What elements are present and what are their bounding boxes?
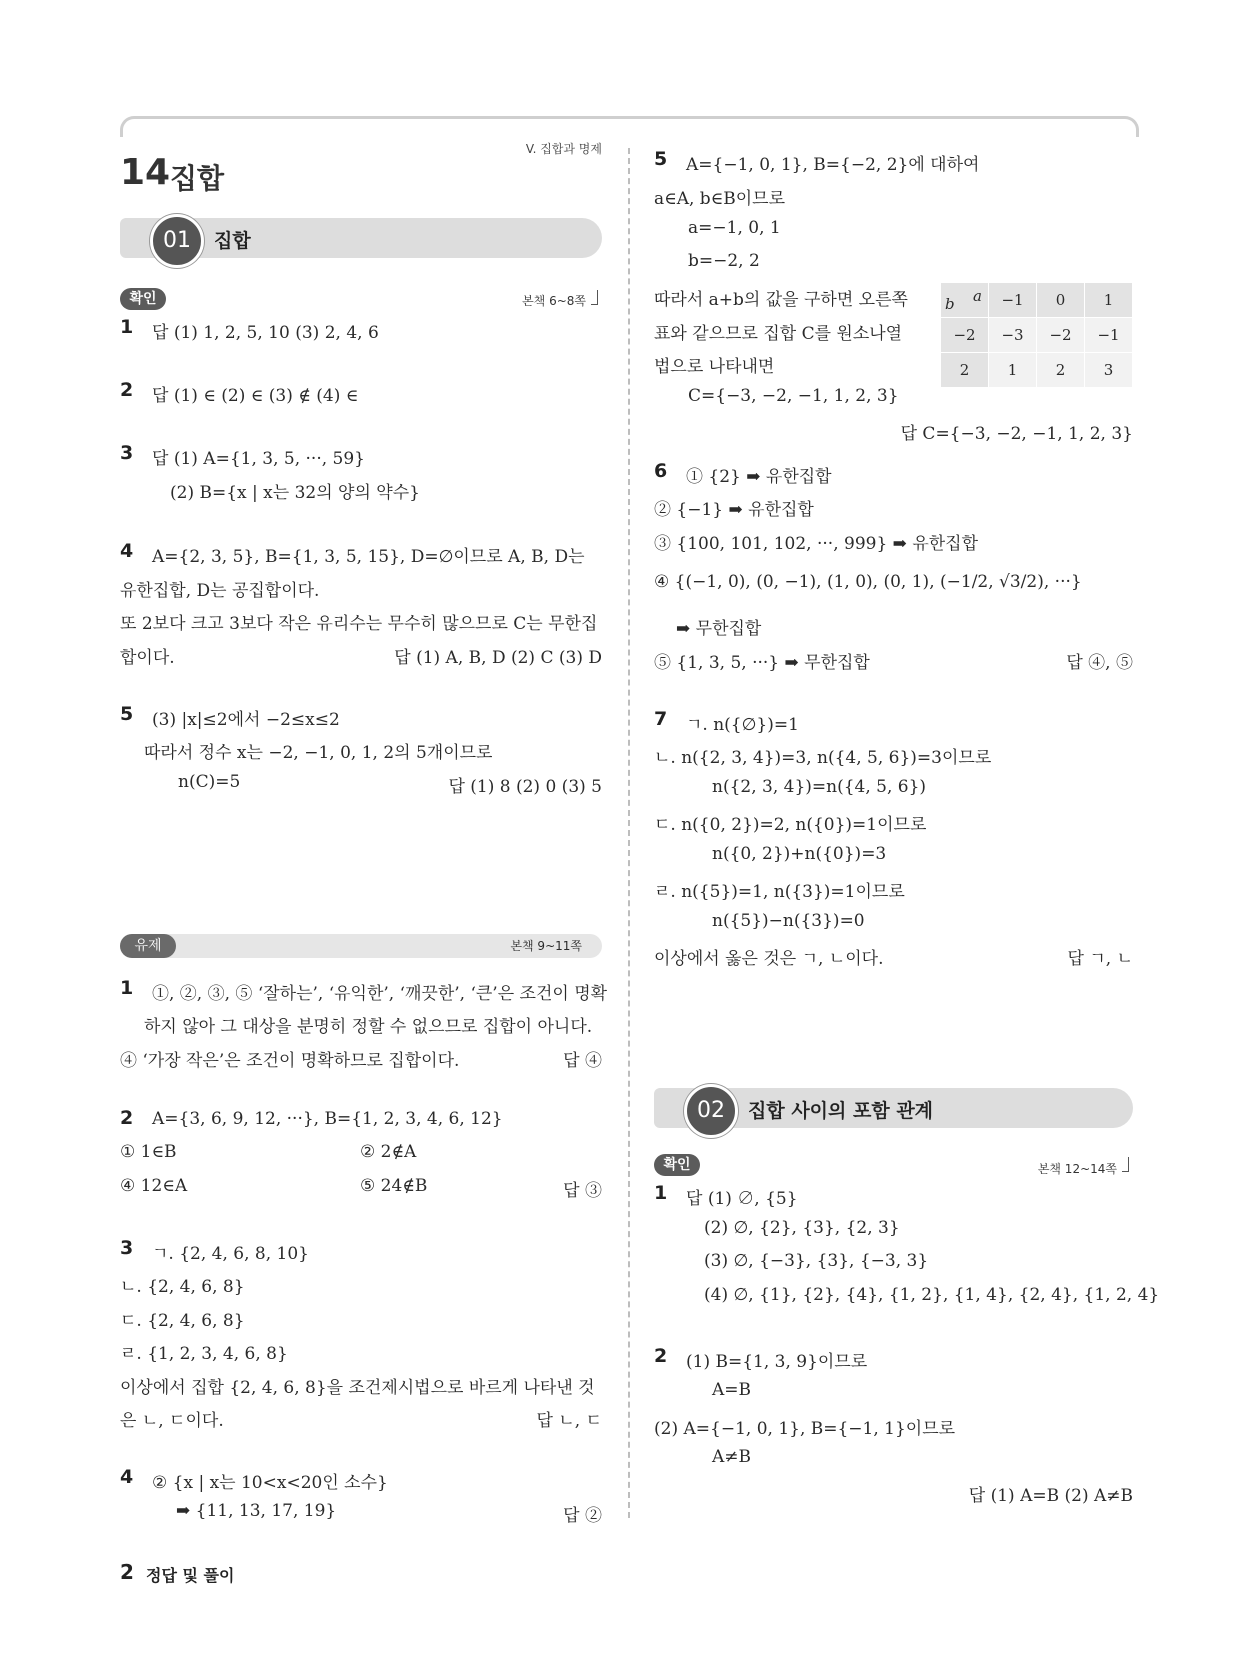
- answer-line: 답 (1) A, B, D (2) C (3) D: [394, 648, 602, 668]
- answer-line: 답 ④: [563, 1051, 602, 1071]
- solution-line: ㄷ. n({0, 2})=2, n({0})=1이므로: [654, 815, 927, 835]
- answer-line: 답 (1) ∅, {5}: [686, 1189, 798, 1209]
- answer-line: 답 ②: [563, 1506, 602, 1526]
- solution-line: a∈A, b∈B이므로: [654, 189, 786, 209]
- solution-line: A={3, 6, 9, 12, ···}, B={1, 2, 3, 4, 6, 12}: [152, 1109, 503, 1129]
- corner-a: a: [973, 287, 982, 305]
- answer-line: 답 ㄴ, ㄷ: [536, 1411, 602, 1431]
- answer-line: 답 C={−3, −2, −1, 1, 2, 3}: [900, 424, 1133, 444]
- similar-header: [120, 934, 602, 958]
- corner-b: b: [945, 295, 955, 313]
- section-number: 01: [150, 214, 204, 268]
- answer-line: 답 (1) ∈ (2) ∈ (3) ∉ (4) ∈: [152, 386, 359, 406]
- answer-line: 답 (1) A=B (2) A≠B: [968, 1486, 1133, 1506]
- solution-line: a=−1, 0, 1: [688, 218, 781, 238]
- answer-line: 답 ④, ⑤: [1066, 653, 1133, 673]
- solution-line: 하지 않아 그 대상을 분명히 정할 수 없으므로 집합이 아니다.: [144, 1017, 593, 1037]
- table-corner: [941, 283, 989, 318]
- table-cell: −1: [1085, 318, 1133, 353]
- answer-line: 답 (1) A={1, 3, 5, ···, 59}: [152, 449, 365, 469]
- solution-line: ㄱ. {2, 4, 6, 8, 10}: [152, 1244, 309, 1264]
- solution-line: (1) B={1, 3, 9}이므로: [686, 1352, 868, 1372]
- problem-number: 3: [120, 1237, 134, 1259]
- page-top-border: [120, 116, 1139, 137]
- choice-1: ① 1∈B: [120, 1142, 177, 1162]
- problem-number: 4: [120, 540, 134, 562]
- solution-line: 이상에서 옳은 것은 ㄱ, ㄴ이다.: [654, 949, 884, 969]
- solution-line: 따라서 a+b의 값을 구하면 오른쪽: [654, 290, 908, 310]
- answer-line: 답 ③: [563, 1181, 602, 1201]
- solution-line: 법으로 나타내면: [654, 357, 775, 377]
- section-title: 집합 사이의 포함 관계: [748, 1100, 934, 1122]
- solution-line: b=−2, 2: [688, 251, 760, 271]
- solution-line: 유한집합, D는 공집합이다.: [120, 581, 320, 601]
- solution-line: ㄱ. n({∅})=1: [686, 715, 799, 735]
- table-cell: 3: [1085, 353, 1133, 388]
- problem-number: 7: [654, 708, 668, 730]
- solution-line: 따라서 정수 x는 −2, −1, 0, 1, 2의 5개이므로: [144, 743, 493, 763]
- solution-line: ➡ {11, 13, 17, 19}: [176, 1501, 337, 1521]
- solution-line: ① {2} ➡ 유한집합: [686, 467, 832, 487]
- table-header-cell: 0: [1037, 283, 1085, 318]
- footer-title: 정답 및 풀이: [146, 1566, 235, 1585]
- breadcrumb: V. 집합과 명제: [525, 142, 602, 156]
- solution-line: ② {−1} ➡ 유한집합: [654, 500, 814, 520]
- chapter-number: 14: [120, 152, 171, 193]
- solution-line: n(C)=5: [178, 772, 241, 792]
- answer-line: (4) ∅, {1}, {2}, {4}, {1, 2}, {1, 4}, {2, 4}, {1, 2, 4}: [704, 1285, 1160, 1305]
- column-divider: [628, 148, 630, 1518]
- solution-line: 은 ㄴ, ㄷ이다.: [120, 1411, 224, 1431]
- solution-line: ④ ‘가장 작은’은 조건이 명확하므로 집합이다.: [120, 1051, 460, 1071]
- solution-line: (2) A={−1, 0, 1}, B={−1, 1}이므로: [654, 1419, 956, 1439]
- problem-number: 1: [654, 1182, 668, 1204]
- choice-2: ② 2∉A: [360, 1142, 417, 1162]
- table-header-cell: −1: [989, 283, 1037, 318]
- solution-line: n({5})−n({3})=0: [712, 911, 865, 931]
- solution-line: ㄴ. n({2, 3, 4})=3, n({4, 5, 6})=3이므로: [654, 748, 992, 768]
- problem-number: 4: [120, 1466, 134, 1488]
- solution-line: ② {x | x는 10<x<20인 소수}: [152, 1473, 388, 1493]
- problem-number: 2: [654, 1345, 668, 1367]
- ref-bracket: [1122, 1157, 1129, 1172]
- problem-number: 6: [654, 460, 668, 482]
- solution-line: ①, ②, ③, ⑤ ‘잘하는’, ‘유익한’, ‘깨끗한’, ‘큰’은 조건이 명확: [152, 984, 608, 1004]
- solution-line: (3) |x|≤2에서 −2≤x≤2: [152, 710, 340, 730]
- ref-bracket: [591, 290, 598, 305]
- solution-line: 이상에서 집합 {2, 4, 6, 8}을 조건제시법으로 바르게 나타낸 것: [120, 1378, 595, 1398]
- solution-line: ⑤ {1, 3, 5, ···} ➡ 무한집합: [654, 653, 870, 673]
- answer-line: 답 ㄱ, ㄴ: [1067, 949, 1133, 969]
- section-header-01: [120, 218, 602, 258]
- problem-number: 5: [654, 148, 668, 170]
- problem-number: 3: [120, 442, 134, 464]
- solution-line: ㄴ. {2, 4, 6, 8}: [120, 1277, 245, 1297]
- solution-line: ㄷ. {2, 4, 6, 8}: [120, 1311, 245, 1331]
- similar-label: 유제: [120, 934, 176, 958]
- section-title: 집합: [214, 230, 251, 252]
- solution-line: ㄹ. {1, 2, 3, 4, 6, 8}: [120, 1344, 288, 1364]
- page-number: 2: [120, 1560, 134, 1584]
- table-cell: −3: [989, 318, 1037, 353]
- table-cell: 1: [989, 353, 1037, 388]
- choice-5: ⑤ 24∉B: [360, 1176, 428, 1196]
- answer-line: (2) ∅, {2}, {3}, {2, 3}: [704, 1218, 900, 1238]
- problem-number: 1: [120, 977, 134, 999]
- chapter-title: 집합: [170, 162, 225, 195]
- page-ref: 본책 9~11쪽: [510, 939, 582, 953]
- table-cell: 2: [1037, 353, 1085, 388]
- problem-number: 1: [120, 316, 134, 338]
- page-ref: 본책 12~14쪽: [1037, 1162, 1117, 1176]
- solution-line: A≠B: [712, 1447, 752, 1467]
- answer-line: 답 (1) 8 (2) 0 (3) 5: [448, 777, 602, 797]
- check-label: 확인: [120, 288, 166, 310]
- solution-line: ㄹ. n({5})=1, n({3})=1이므로: [654, 882, 905, 902]
- solution-line: A={2, 3, 5}, B={1, 3, 5, 15}, D=∅이므로 A, B, D는: [152, 547, 585, 567]
- check-label: 확인: [654, 1154, 700, 1176]
- problem-number: 5: [120, 703, 134, 725]
- solution-line: C={−3, −2, −1, 1, 2, 3}: [688, 386, 899, 406]
- solution-line: n({2, 3, 4})=n({4, 5, 6}): [712, 777, 927, 797]
- table-cell: −2: [1037, 318, 1085, 353]
- answer-line: (3) ∅, {−3}, {3}, {−3, 3}: [704, 1251, 929, 1271]
- solution-line: ➡ 무한집합: [676, 619, 762, 639]
- solution-line: 또 2보다 크고 3보다 작은 유리수는 무수히 많으므로 C는 무한집: [120, 614, 598, 634]
- table-header-cell: 1: [1085, 283, 1133, 318]
- answer-line: (2) B={x | x는 32의 양의 약수}: [170, 483, 420, 503]
- table-row-header: 2: [941, 353, 989, 388]
- solution-line: A={−1, 0, 1}, B={−2, 2}에 대하여: [686, 155, 980, 175]
- section-header-02: [654, 1088, 1133, 1128]
- solution-line: n({0, 2})+n({0})=3: [712, 844, 887, 864]
- problem-number: 2: [120, 379, 134, 401]
- section-number: 02: [684, 1084, 738, 1138]
- choice-4: ④ 12∈A: [120, 1176, 188, 1196]
- answer-line: 답 (1) 1, 2, 5, 10 (3) 2, 4, 6: [152, 323, 379, 343]
- sum-table: [940, 282, 1133, 388]
- solution-line: A=B: [712, 1380, 752, 1400]
- solution-line: ③ {100, 101, 102, ···, 999} ➡ 유한집합: [654, 534, 979, 554]
- solution-line: ④ {(−1, 0), (0, −1), (1, 0), (0, 1), (−1/2, √3/2), ···}: [654, 572, 1082, 592]
- problem-number: 2: [120, 1107, 134, 1129]
- page-ref: 본책 6~8쪽: [522, 294, 586, 308]
- solution-line: 표와 같으므로 집합 C를 원소나열: [654, 324, 903, 344]
- table-row-header: −2: [941, 318, 989, 353]
- solution-line: 합이다.: [120, 648, 175, 668]
